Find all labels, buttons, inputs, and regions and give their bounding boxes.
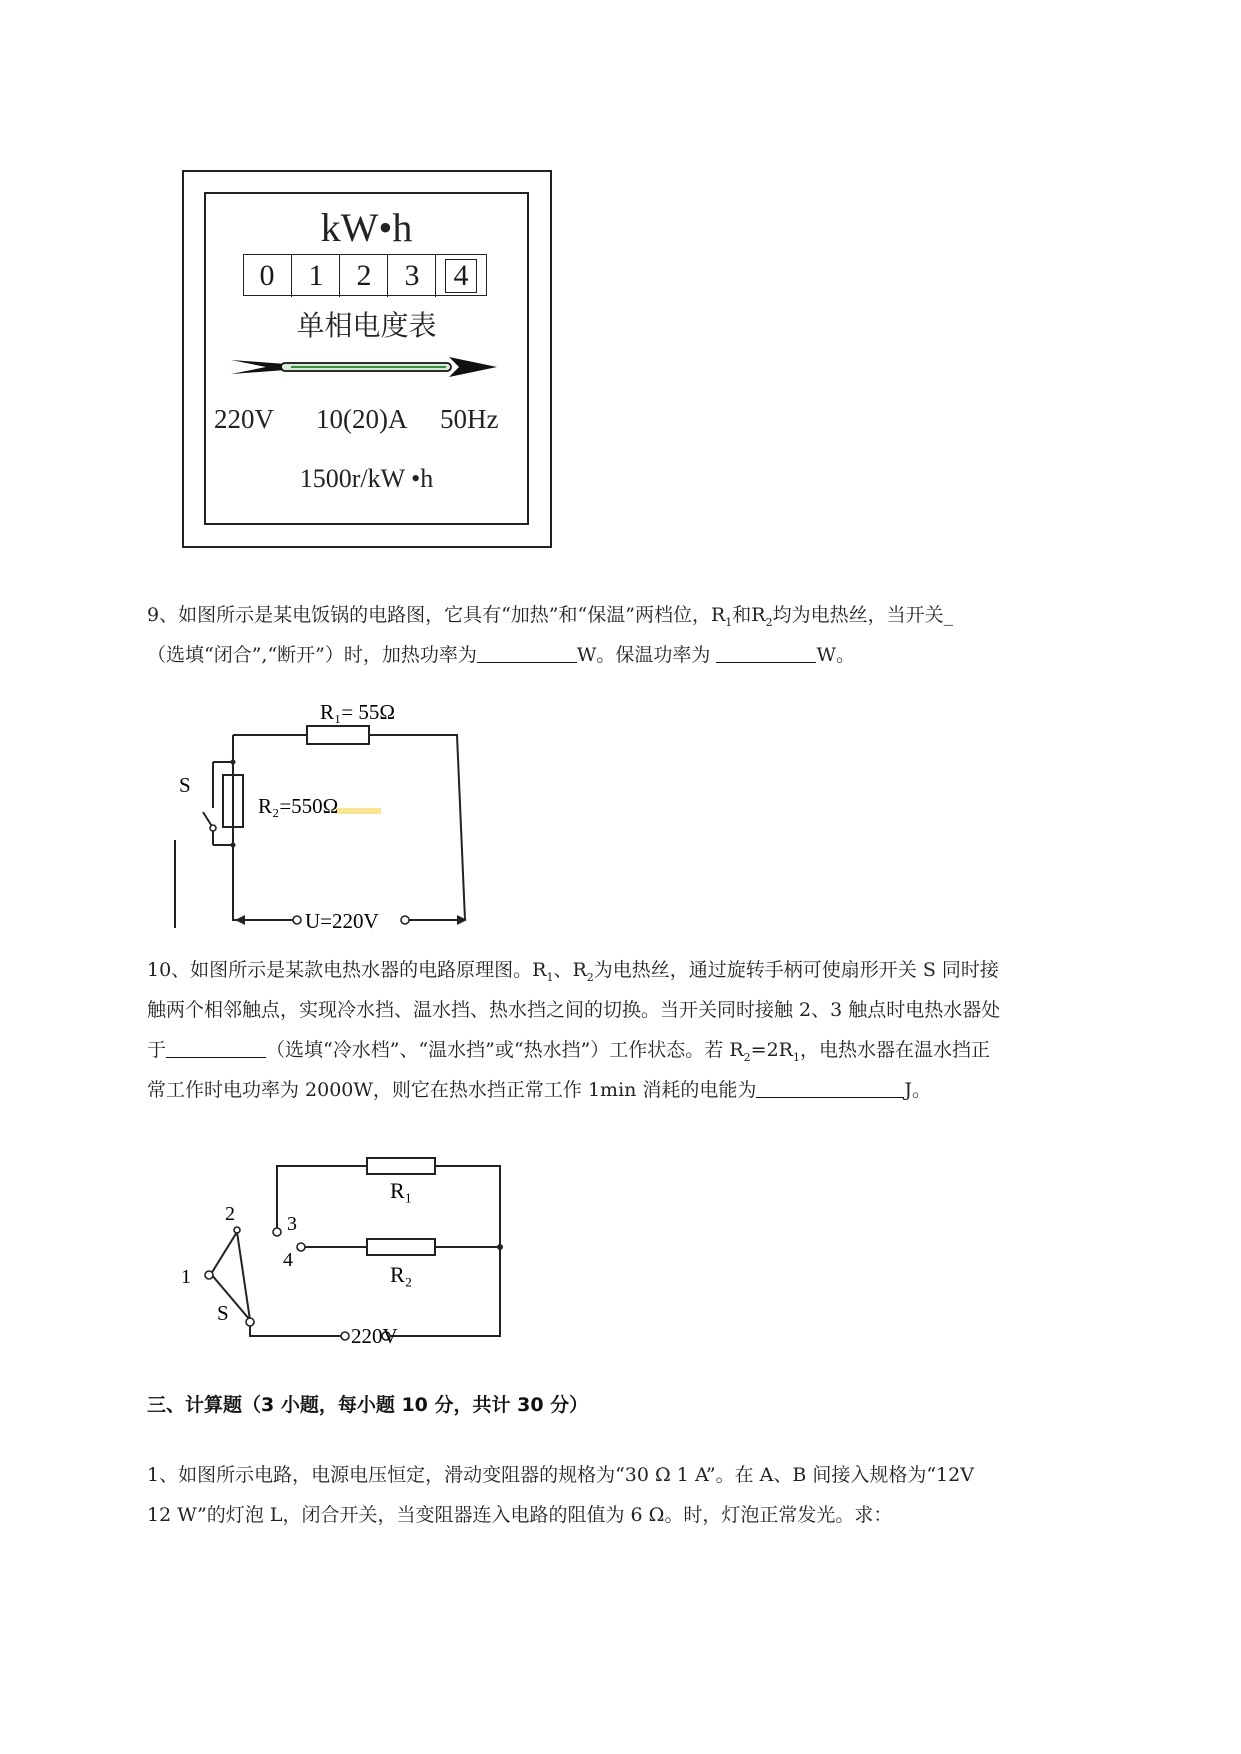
meter-current: 10(20)A — [316, 404, 408, 434]
meter-voltage: 220V — [214, 404, 274, 434]
answer-blank[interactable] — [477, 640, 577, 663]
question-10 — [147, 950, 1157, 1110]
answer-blank[interactable] — [716, 640, 816, 663]
circuit-10-contact-2: 2 — [225, 1203, 235, 1225]
meter-digit-row — [243, 254, 487, 296]
meter-figure — [182, 170, 552, 548]
circuit-9-voltage-label: U=220V — [305, 909, 379, 930]
meter-digit: 3 — [387, 255, 436, 297]
question-9 — [147, 595, 1157, 675]
calc-question-1 — [147, 1455, 1157, 1535]
answer-blank[interactable] — [756, 1075, 904, 1098]
circuit-9-diagram — [165, 700, 485, 930]
question-10-line-4: 常工作时电功率为 2000W，则它在热水挡正常工作 1min 消耗的电能为 J。 — [147, 1070, 1157, 1110]
meter-digit-last — [435, 255, 486, 297]
meter-inner-frame — [204, 192, 529, 525]
circuit-9-r1-label: R₁= 55Ω — [320, 700, 396, 724]
calc-question-1-line-1: 1、如图所示电路，电源电压恒定，滑动变阻器的规格为“30 Ω 1 A”。在 A、B 间接入规格为“12V — [147, 1464, 974, 1486]
circuit-10-diagram — [175, 1150, 520, 1365]
circuit-9-r2-label: R₂=550Ω — [258, 794, 339, 818]
circuit-10-contact-1: 1 — [181, 1266, 191, 1288]
circuit-10-r1-label: R₁ — [390, 1178, 413, 1203]
calc-question-1-line-2: 12 W”的灯泡 L，闭合开关，当变阻器连入电路的阻值为 6 Ω。时，灯泡正常发光。求： — [147, 1504, 893, 1526]
section-title: 三、计算题（3 小题，每小题 10 分，共计 30 分） — [147, 1394, 589, 1416]
circuit-10-contact-3: 3 — [287, 1213, 297, 1235]
meter-unit: kW•h — [320, 205, 413, 250]
meter-name: 单相电度表 — [296, 309, 437, 342]
meter-digit-boxed: 4 — [445, 259, 477, 293]
meter-digit: 1 — [291, 255, 340, 297]
meter-constant: 1500r/kW •h — [299, 464, 434, 493]
meter-digit: 0 — [259, 259, 275, 292]
meter-dial-arrow-icon — [231, 352, 506, 382]
circuit-10-source-label: 220V — [351, 1324, 398, 1348]
circuit-9-switch-label: S — [179, 773, 191, 797]
meter-frequency: 50Hz — [440, 404, 499, 434]
answer-blank[interactable] — [166, 1035, 266, 1058]
question-9-line-1: 9、如图所示是某电饭锅的电路图，它具有“加热”和“保温”两档位，$R_1$和$R_2$均为电热丝，当开关_ — [147, 604, 954, 629]
circuit-10-contact-4: 4 — [283, 1249, 293, 1271]
circuit-10-r2-label: R₂ — [390, 1262, 413, 1287]
question-10-line-1: 10、如图所示是某款电热水器的电路原理图。$R_1$、$R_2$为电热丝，通过旋转手柄可使扇形开关 S 同时接 — [147, 959, 999, 984]
question-10-line-3: 于 （选填“冷水档”、“温水挡”或“热水挡”）工作状态。若 $R_2=2R_1$，电热水器在温水挡正 — [147, 1030, 1157, 1070]
circuit-10-switch-label: S — [217, 1301, 229, 1325]
meter-digit: 2 — [339, 255, 388, 297]
question-10-line-2: 触两个相邻触点，实现冷水挡、温水挡、热水挡之间的切换。当开关同时接触 2、3 触点时电热水器处 — [147, 999, 1001, 1021]
question-9-line-2: （选填“闭合”,“断开”）时，加热功率为 W。保温功率为 W。 — [147, 635, 1157, 675]
